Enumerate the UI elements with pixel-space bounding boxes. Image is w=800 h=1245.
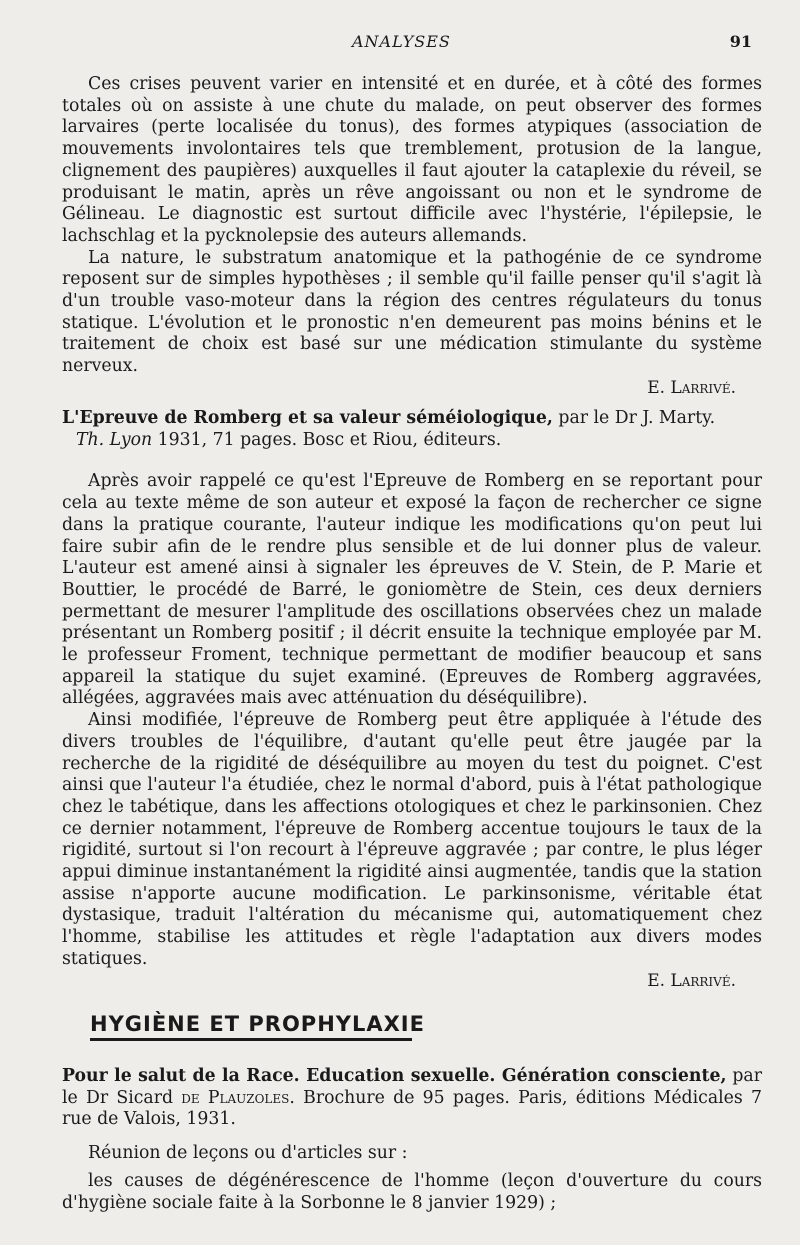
review-race	[62, 1066, 762, 1214]
section-heading: HYGIÈNE ET PROPHYLAXIE	[90, 1012, 425, 1036]
review2-title: L'Epreuve de Romberg et sa valeur séméiologique,	[62, 408, 553, 428]
review1-paragraph-1: Ces crises peuvent varier en intensité et en durée, et à côté des formes totales où on assiste à une chute du malade, on peut observer des formes larvaires (perte localisée du tonus), des formes atypiques (association de mouvements involontaires tels que tremblement, protusion de la langue, clignement des paupières) auxquelles il faut ajouter la cataplexie du réveil, se produisant le matin, après un rêve angoissant ou non et le syndrome de Gélineau. Le diagnostic est surtout difficile avec l'hystérie, l'épilepsie, le lachschlag et la pycknolepsie des auteurs allemands.	[62, 74, 762, 246]
running-title: ANALYSES	[352, 32, 451, 51]
review3-author: de Plauzoles	[181, 1087, 290, 1108]
review3-byline-pre: par le Dr Sicard	[62, 1066, 762, 1108]
running-head	[0, 32, 800, 54]
review3-byline-post: . Brochure de 95 pages. Paris, éditions Médicales 7 rue de Valois, 1931.	[62, 1087, 762, 1130]
review-narcolepsy-continuation	[62, 74, 762, 400]
review1-signature: E. Larrivé.	[647, 377, 736, 398]
review3-paragraph-1: Réunion de leçons ou d'articles sur :	[88, 1143, 408, 1164]
review2-byline: par le Dr J. Marty.	[552, 408, 716, 428]
review3-title: Pour le salut de la Race. Education sexuelle. Génération consciente,	[62, 1066, 727, 1086]
review3-title-block	[62, 1066, 762, 1131]
review1-paragraph-2: La nature, le substratum anatomique et la pathogénie de ce syndrome reposent sur de simples hypothèses ; il semble qu'il faille penser qu'il s'agit là d'un trouble vaso-moteur dans la région des centres régulateurs du tonus statique. L'évolution et le pronostic n'en demeurent pas moins bénins et le traitement de choix est basé sur une médication stimulante du système nerveux.	[62, 247, 762, 377]
review2-source: 1931, 71 pages. Bosc et Riou, éditeurs.	[152, 429, 502, 450]
review2-title-block	[62, 408, 762, 451]
review2-signature: E. Larrivé.	[647, 970, 736, 991]
page-number: 91	[729, 32, 752, 51]
review2-paragraph-1: Après avoir rappelé ce qu'est l'Epreuve de Romberg en se reportant pour cela au texte même de son auteur et exposé la façon de rechercher ce signe dans la pratique courante, l'auteur indique les modifications qu'on peut lui faire subir afin de le rendre plus sensible et de lui donner plus de valeur. L'auteur est amené ainsi à signaler les épreuves de V. Stein, de P. Marie et Bouttier, le procédé de Barré, le goniomètre de Stein, ces deux derniers permettant de mesurer l'amplitude des oscillations observées chez un malade présentant un Romberg positif ; il décrit ensuite la technique employée par M. le professeur Froment, technique permettant de modifier beaucoup et sans appareil la statique du sujet examiné. (Epreuves de Romberg aggravées, allégées, aggravées mais avec atténuation du déséquilibre).	[62, 471, 762, 709]
review2-source-italic: Th. Lyon	[76, 429, 153, 450]
review2-paragraph-2: Ainsi modifiée, l'épreuve de Romberg peut être appliquée à l'étude des divers troubles de l'équilibre, d'autant qu'elle peut être jaugée par la recherche de la rigidité de déséquilibre au moyen du test du poignet. C'est ainsi que l'auteur l'a étudiée, chez le normal d'abord, puis à l'état pathologique chez le tabétique, dans les affections otologiques et chez le parkinsonien. Chez ce dernier notamment, l'épreuve de Romberg accentue toujours le taux de la rigidité, surtout si l'on recourt à l'épreuve aggravée ; par contre, le plus léger appui diminue instantanément la rigidité ainsi augmentée, tandis que la station assise n'apporte aucune modification. Le parkinsonisme, véritable état dystasique, traduit l'altération du mécanisme qui, automatiquement chez l'homme, stabilise les attitudes et règle l'adaptation aux divers modes statiques.	[62, 710, 762, 969]
review3-paragraph-2: les causes de dégénérescence de l'homme (leçon d'ouverture du cours d'hygiène sociale faite à la Sorbonne le 8 janvier 1929) ;	[62, 1170, 762, 1213]
section-rule	[90, 1038, 412, 1041]
review-romberg	[62, 408, 762, 992]
